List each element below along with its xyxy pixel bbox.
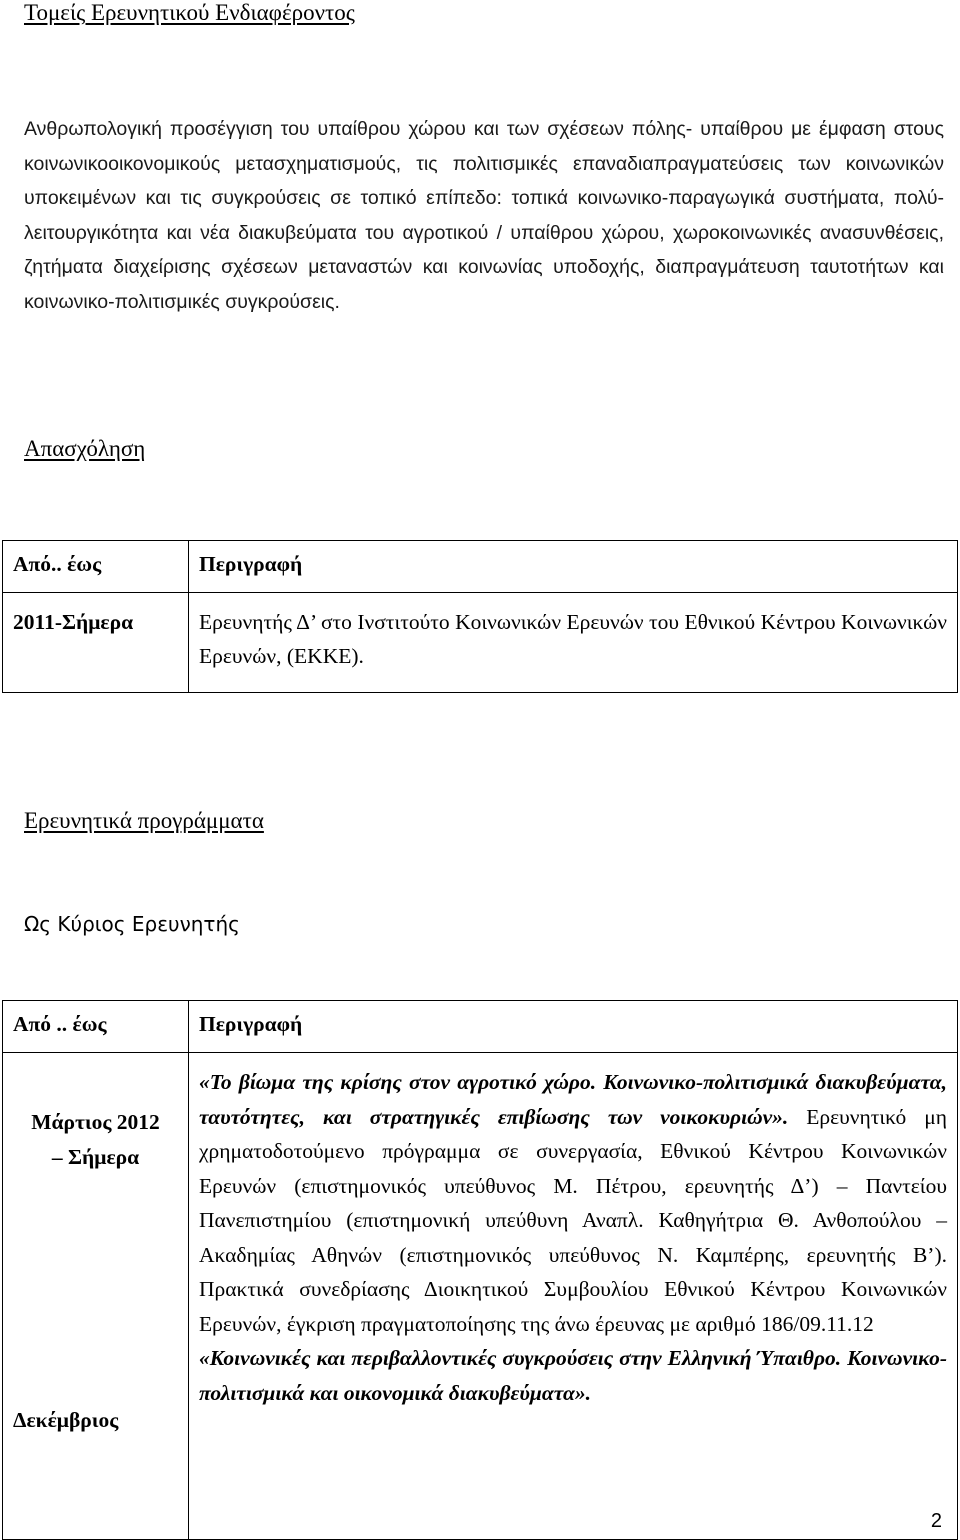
program1-period bbox=[3, 1105, 188, 1175]
col-description-header: Περιγραφή bbox=[189, 1001, 958, 1053]
col-from-to-header: Από .. έως bbox=[3, 1001, 189, 1053]
employment-header-row bbox=[3, 541, 958, 593]
table-row bbox=[3, 593, 958, 693]
table-row bbox=[3, 1053, 958, 1540]
research-interests-heading: Τομείς Ερευνητικού Ενδιαφέροντος bbox=[24, 0, 355, 25]
research-programs-heading: Ερευνητικά προγράμματα bbox=[24, 808, 264, 833]
program1-period-start: Μάρτιος 2012 bbox=[31, 1110, 160, 1134]
program1-period-end: – Σήμερα bbox=[51, 1145, 140, 1169]
principal-investigator-subheading: Ως Κύριος Ερευνητής bbox=[24, 912, 240, 936]
col-from-to-header: Από.. έως bbox=[3, 541, 189, 593]
employment-period: 2011-Σήμερα bbox=[3, 593, 189, 693]
employment-table bbox=[2, 540, 958, 693]
employment-description: Ερευνητής Δ’ στο Ινστιτούτο Κοινωνικών Ερευνών του Εθνικού Κέντρου Κοινωνικών Ερευνών, (ΕΚΚΕ). bbox=[189, 593, 958, 693]
program2-period-start: Δεκέμβριος bbox=[13, 1408, 119, 1432]
col-description-header: Περιγραφή bbox=[189, 541, 958, 593]
page-number: 2 bbox=[930, 1510, 942, 1532]
research-programs-table bbox=[2, 1000, 958, 1540]
program1-title: «Το βίωμα της κρίσης στον αγροτικό χώρο. Κοινωνικο-πολιτισμικά διακυβεύματα, ταυτότητες, και στρατηγικές επιβίωσης των νοικοκυριών». bbox=[199, 1070, 947, 1129]
program2-title: «Κοινωνικές και περιβαλλοντικές συγκρούσεις στην Ελληνική Ύπαιθρο. Κοινωνικο-πολιτισμικά και οικονομικά διακυβεύματα». bbox=[199, 1346, 947, 1405]
employment-heading: Απασχόληση bbox=[24, 436, 146, 461]
program-period-cell bbox=[3, 1053, 189, 1540]
research-interests-text: Ανθρωπολογική προσέγγιση του υπαίθρου χώρου και των σχέσεων πόλης- υπαίθρου με έμφαση στους κοινωνικοοικονομικούς μετασχηματισμούς, τις πολιτισμικές επαναδιαπραγματεύσεις των κοινωνικών υποκειμένων και τις συγκρούσεις σε τοπικό επίπεδο: τοπικά κοινωνικο-παραγωγικά συστήματα, πολύ-λειτουργικότητα και νέα διακυβεύματα του αγροτικού / υπαίθρου χώρου, χωροκοινωνικές ανασυνθέσεις, ζητήματα διαχείρισης σχέσεων μεταναστών και κοινωνίας υποδοχής, διαπραγμάτευση ταυτοτήτων και κοινωνικο-πολιτισμικές συγκρούσεις. bbox=[24, 118, 944, 313]
program-description-cell bbox=[189, 1053, 958, 1540]
program1-description: Ερευνητικό μη χρηματοδοτούμενο πρόγραμμα σε συνεργασία, Εθνικού Κέντρου Κοινωνικών Ερευνών (επιστημονικός υπεύθυνος Μ. Πέτρου, ερευνητής Δ’) – Παντείου Πανεπιστημίου (επιστημονική υπεύθυνη Αναπλ. Καθηγήτρια Θ. Ανθοπούλου – Ακαδημίας Αθηνών (επιστημονικός υπεύθυνος Ν. Καμπέρης, ερευνητής Β’). Πρακτικά συνεδρίασης Διοικητικού Συμβουλίου Εθνικού Κέντρου Κοινωνικών Ερευνών, έγκριση πραγματοποίησης της άνω έρευνας με αριθμό 186/09.11.12 bbox=[199, 1104, 948, 1336]
programs-header-row bbox=[3, 1001, 958, 1053]
